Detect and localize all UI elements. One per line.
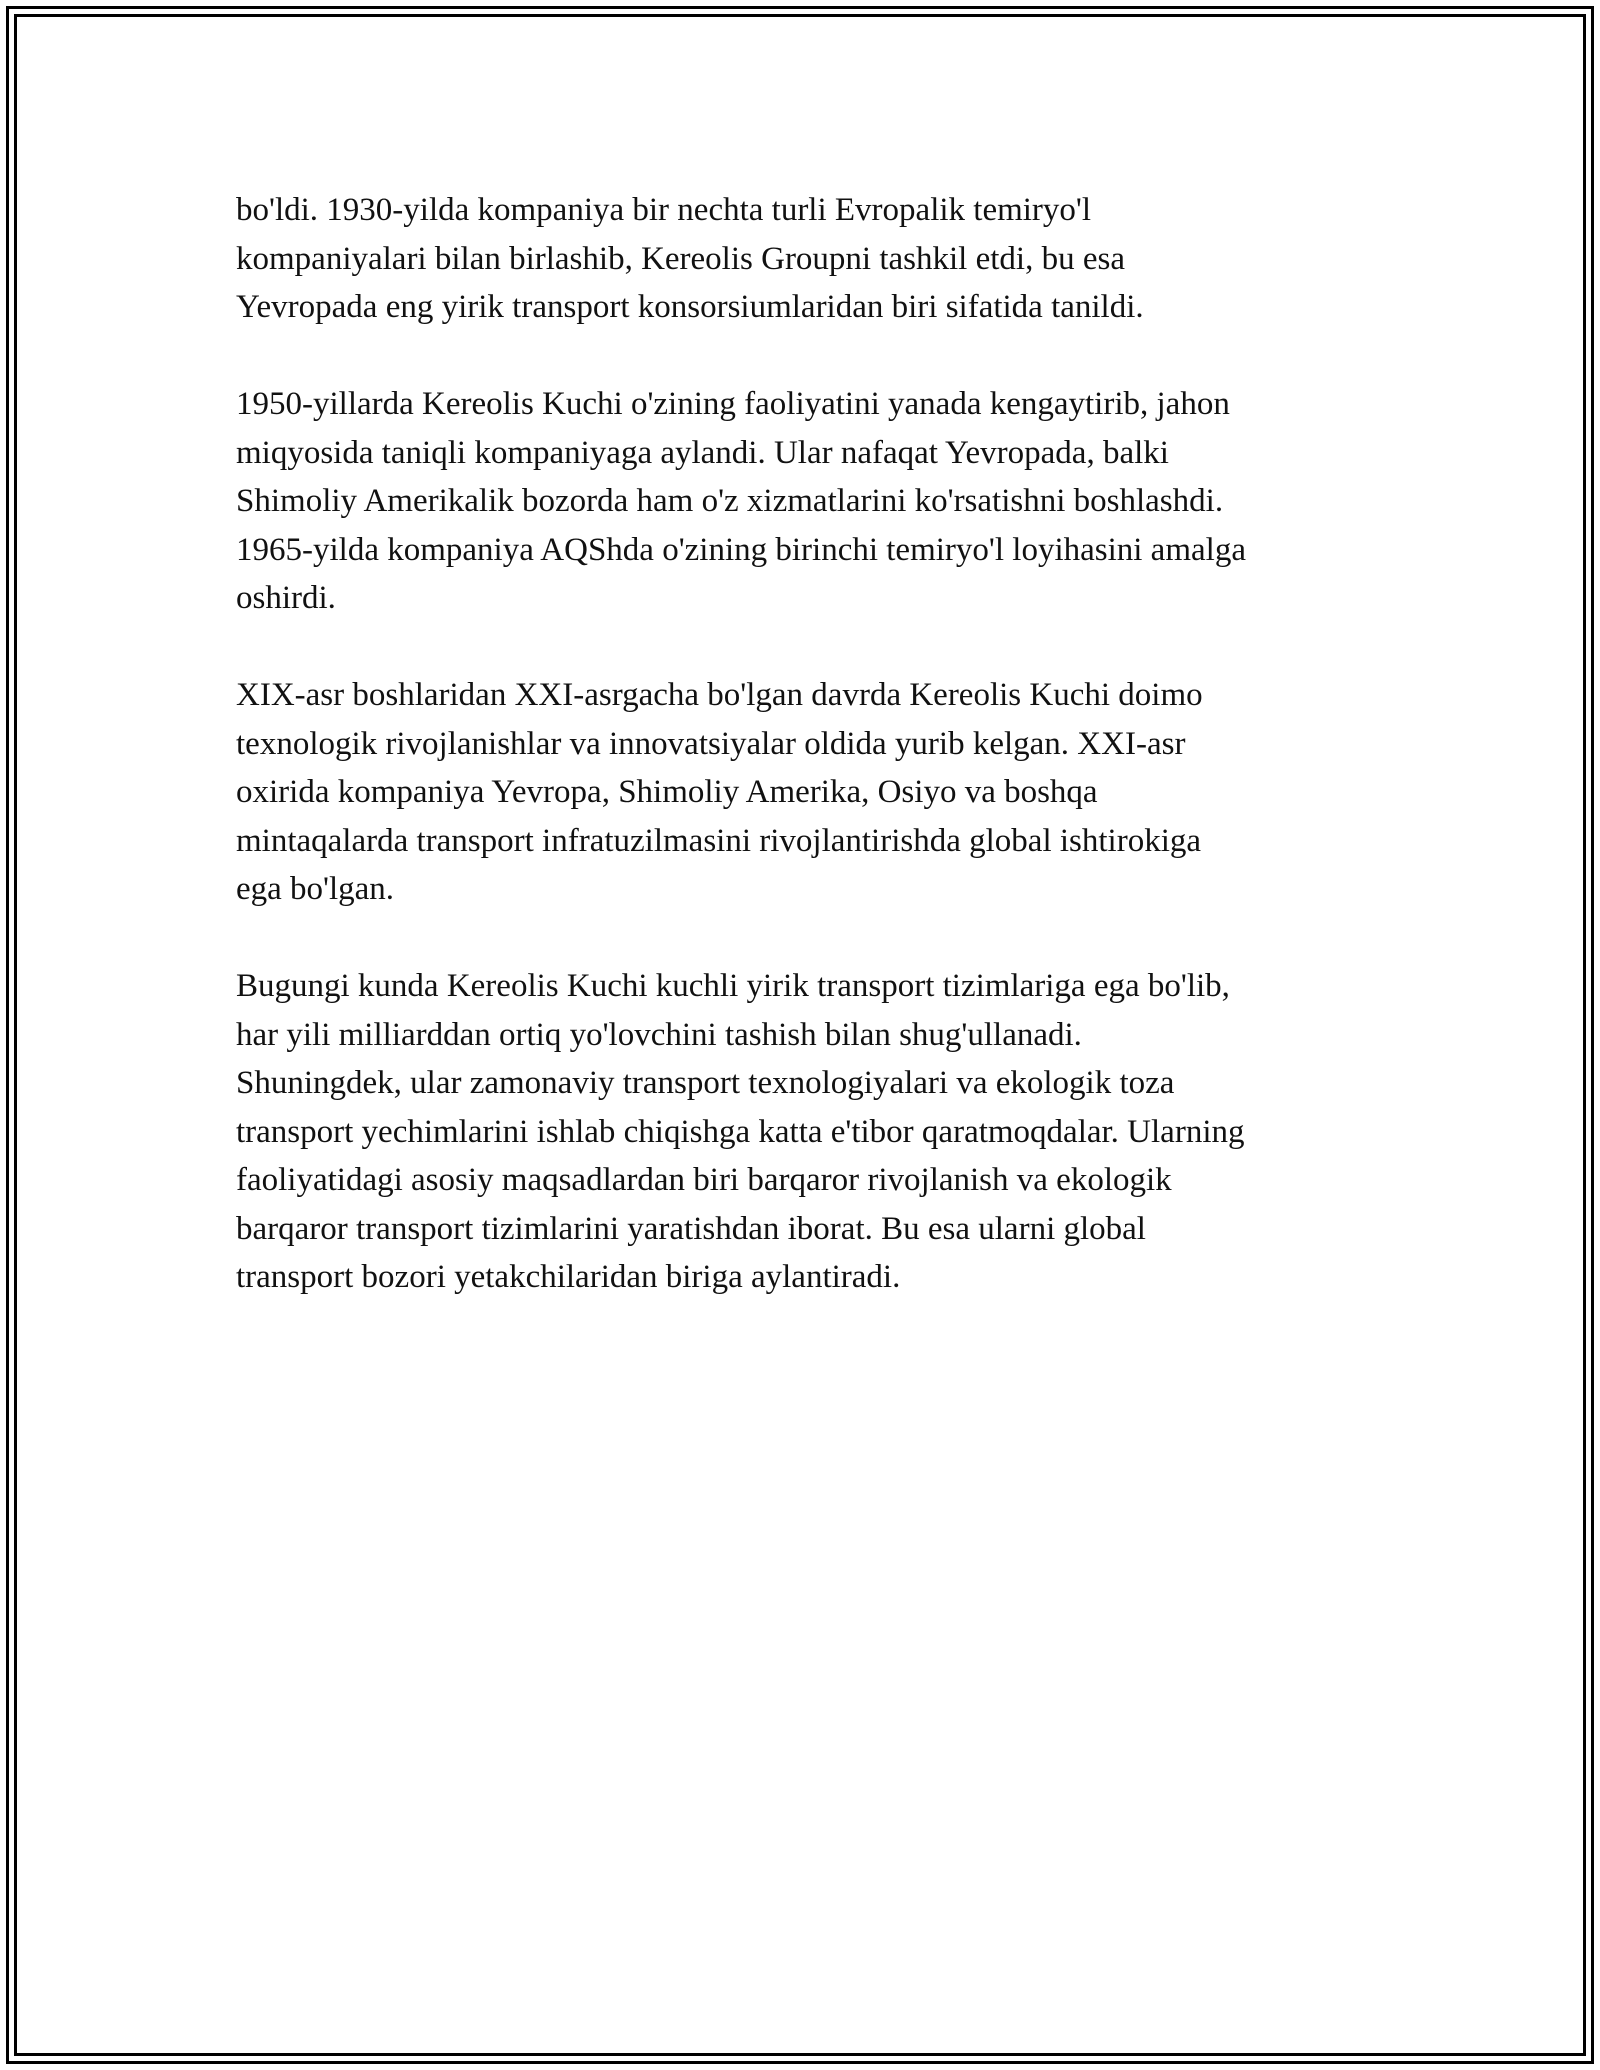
paragraph-3: XIX-asr boshlaridan XXI-asrgacha bo'lgan davrda Kereolis Kuchi doimo texnologik rivojlanishlar va innovatsiyalar oldida yurib kelgan. XXI-asr oxirida kompaniya Yevropa, Shimoliy Amerika, Osiyo va boshqa mintaqalarda transport infratuzilmasini rivojlantirishda global ishtirokiga ega bo'lgan.: [236, 677, 1203, 907]
document-body: [236, 186, 1386, 1350]
paragraph-2: 1950-yillarda Kereolis Kuchi o'zining faoliyatini yanada kengaytirib, jahon miqyosida taniqli kompaniyaga aylandi. Ular nafaqat Yevropada, balki Shimoliy Amerikalik bozorda ham o'z xizmatlarini ko'rsatishni boshlashdi. 1965-yilda kompaniya AQShda o'zining birinchi temiryo'l loyihasini amalga oshirdi.: [236, 386, 1246, 616]
paragraph-1: bo'ldi. 1930-yilda kompaniya bir nechta turli Evropalik temiryo'l kompaniyalari bilan birlashib, Kereolis Groupni tashkil etdi, bu esa Yevropada eng yirik transport konsorsiumlaridan biri sifatida tanildi.: [236, 192, 1144, 325]
paragraph-4: Bugungi kunda Kereolis Kuchi kuchli yirik transport tizimlariga ega bo'lib, har yili milliarddan ortiq yo'lovchini tashish bilan shug'ullanadi. Shuningdek, ular zamonaviy transport texnologiyalari va ekologik toza transport yechimlarini ishlab chiqishga katta e'tibor qaratmoqdalar. Ularning faoliyatidagi asosiy maqsadlardan biri barqaror rivojlanish va ekologik barqaror transport tizimlarini yaratishdan iborat. Bu esa ularni global transport bozori yetakchilaridan biriga aylantiradi.: [236, 968, 1245, 1295]
